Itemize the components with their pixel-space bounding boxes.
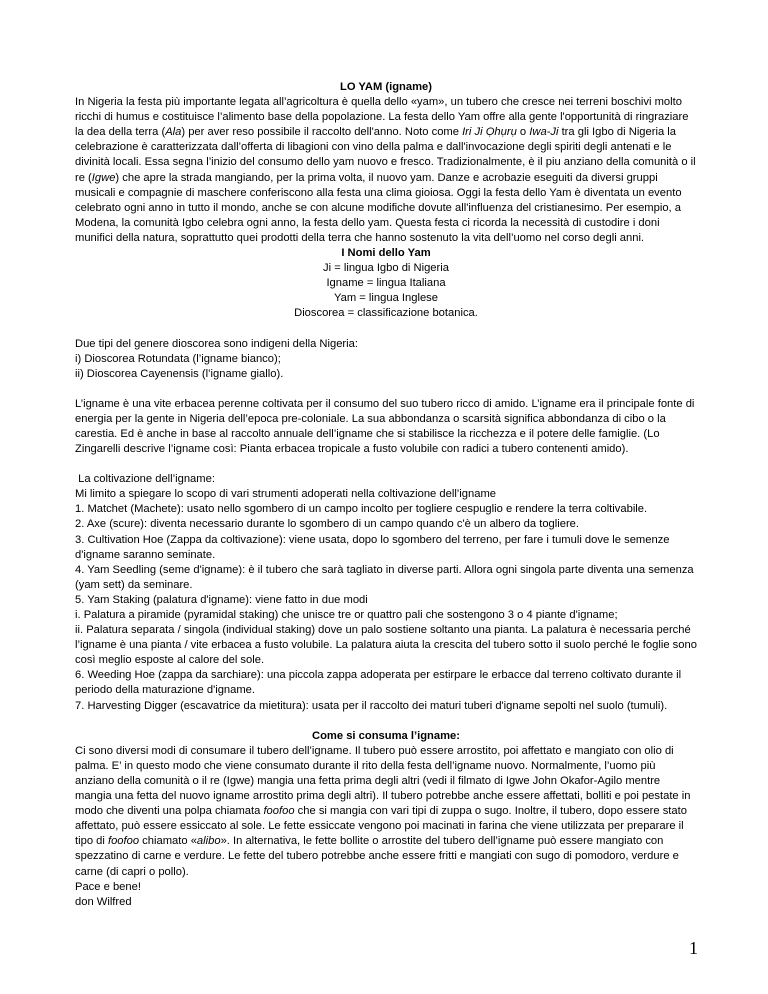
- text-run: o: [516, 126, 530, 139]
- name-line: Ji = lingua Igbo di Nigeria: [323, 262, 449, 275]
- types-line: ii) Dioscorea Cayenensis (l’igname giallo).: [75, 367, 284, 380]
- name-line: Dioscorea = classificazione botanica.: [294, 307, 478, 320]
- italic-term: Iri Ji Ọhụrụ: [462, 126, 517, 139]
- document-title: LO YAM (igname): [339, 81, 432, 93]
- consume-heading: Come si consuma l’igname:: [312, 729, 460, 742]
- text-run: ) che apre la strada mangiando, per la prima volta, il nuovo yam. Danze e acrobazie eseguiti da diversi gruppi musicali e compagnie di maschere conferiscono alla festa una clima gioiosa. Oggi la festa dello Yam è diventata un evento celebrato ogni anno in tutto il mondo, anche se con alcune modifiche dovute all'influenza del cristianesimo. Per esempio, a Modena, la comunità Igbo celebra ogni anno, la festa dello yam. Questa festa ci ricorda la necessità di custodire i doni munifici della natura, soprattutto quei prodotti della terra che hanno sostenuto la vita dell’uomo nel corso degli anni.: [75, 171, 682, 244]
- types-line: Due tipi del genere dioscorea sono indigeni della Nigeria:: [75, 337, 358, 350]
- text-run: chiamato «: [139, 835, 197, 848]
- cultivation-line: 3. Cultivation Hoe (Zappa da coltivazione): viene usata, dopo lo sgombero del terreno, per fare i tumuli dove le semenze d'igname saranno seminate.: [75, 533, 670, 561]
- name-line: Yam = lingua Inglese: [334, 292, 438, 305]
- text-run: che si mangia con vari tipi di zuppa o sugo. Inoltre, il tubero, dopo essere stato affettato, può essere essiccato al sole. Le fette essiccate vengono poi macinati in farina che viene utilizzata per preparare il tipo di: [75, 805, 687, 848]
- closing-greeting: Pace e bene!: [75, 880, 141, 893]
- page-number: 1: [689, 938, 698, 958]
- types-line: i) Dioscorea Rotundata (l’igname bianco);: [75, 352, 281, 365]
- cultivation-line: i. Palatura a piramide (pyramidal staking) che unisce tre or quattro pali che sostengono 3 o 4 piante d'igname;: [75, 609, 618, 621]
- cultivation-line: 2. Axe (scure): diventa necessario durante lo sgombero di un campo quando c'è un albero da togliere.: [75, 518, 580, 531]
- names-heading: I Nomi dello Yam: [341, 247, 431, 260]
- italic-term: foofoo: [107, 835, 140, 848]
- cultivation-heading: La coltivazione dell’igname:: [75, 473, 215, 486]
- document-body: [75, 80, 697, 910]
- italic-term: Iwa-Ji: [529, 126, 559, 139]
- cultivation-line: 7. Harvesting Digger (escavatrice da mietitura): usata per il raccolto dei maturi tuberi d'igname sepolti nel suolo (tumuli).: [75, 699, 668, 712]
- name-line: Igname = lingua Italiana: [326, 277, 446, 290]
- consume-paragraph: [75, 744, 697, 880]
- cultivation-line: 6. Weeding Hoe (zappa da sarchiare): una piccola zappa adoperata per estirpare le erbacce dal terreno coltivato durante il periodo della maturazione d'igname.: [75, 669, 682, 697]
- text-run: Ci sono diversi modi di consumare il tubero dell’igname. Il tubero può essere arrostito, poi affettato e mangiato con olio di palma. E’ in questo modo che viene consumato durante il rito della festa dell’igname nuovo. Normalmente, l’uomo più anziano della comunità o il re (Igwe) mangia una fetta prima degli altri (vedi il filmato di Igwe John Okafor-Agilo mentre mangia una fetta del nuovo igname arrostito prima degli altri). Il tubero potrebbe anche essere affettati, bolliti e poi pestate in modo che diventi una polpa chiamata: [75, 744, 691, 818]
- text-run: ». In alternativa, le fette bollite o arrostite del tubero dell’igname può essere mangiato con spezzatino di carne e verdure. Le fette del tubero potrebbe anche essere fritti e mangiati con sugo di pomodoro, verdure e carne (di capri o pollo).: [75, 835, 679, 878]
- cultivation-line: 1. Matchet (Machete): usato nello sgombero di un campo incolto per togliere cespuglio e rendere la terra coltivabile.: [75, 503, 648, 516]
- description-paragraph: L’igname è una vite erbacea perenne coltivata per il consumo del suo tubero ricco di amido. L’igname era il principale fonte di energia per la gente in Nigeria dell’epoca pre-coloniale. La sua abbondanza o scarsità significa abbondanza di cibo o la carestia. Ed è anche in base al raccolto annuale dell’igname che si stabilisce la ricchezza e il potere delle famiglie. (Lo Zingarelli descrive l’igname così: Pianta erbacea tropicale a fusto volubile con radici a tubero contenenti amido).: [75, 397, 695, 456]
- intro-paragraph: [75, 95, 697, 246]
- italic-term: alibo: [196, 835, 221, 848]
- text-run: ) per aver reso possibile il raccolto dell'anno. Noto come: [181, 126, 463, 139]
- cultivation-line: 5. Yam Staking (palatura d'igname): viene fatto in due modi: [75, 593, 368, 606]
- italic-term: Igwe: [91, 171, 116, 184]
- cultivation-line: 4. Yam Seedling (seme d'igname): è il tubero che sarà tagliato in diverse parti. Allora ogni singola parte diventa una semenza (yam sett) da seminare.: [75, 563, 694, 591]
- cultivation-line: ii. Palatura separata / singola (individual staking) dove un palo sostiene soltanto una pianta. La palatura è necessaria perché l’igname è una pianta / vite erbacea a fusto volubile. La palatura aiuta la crescita del tubero sotto il suolo perché le foglie sono così meglio esposte al calore del sole.: [75, 624, 697, 667]
- italic-term: foofoo: [263, 805, 295, 818]
- text-run: In Nigeria la festa più importante legata all’agricoltura è quella dello «yam», un tubero che cresce nei terreni boschivi molto ricchi di humus e costituisce l’alimento base della popolazione. La festa dello Yam offre alla gente l'opportunità di ringraziare la dea della terra (: [75, 96, 689, 139]
- text-run: tra gli Igbo di Nigeria la celebrazione è caratterizzata dall’offerta di libagioni con vino della palma e dall'invocazione degli spiriti degli antenati e le divinità locali. Essa segna l’inizio del consumo dello yam nuovo e fresco. Tradizionalmente, è il piu anziano della comunità o il re (: [75, 126, 696, 184]
- closing-signature: don Wilfred: [75, 895, 132, 908]
- cultivation-line: Mi limito a spiegare lo scopo di vari strumenti adoperati nella coltivazione dell’igname: [75, 488, 496, 501]
- italic-term: Ala: [165, 126, 182, 139]
